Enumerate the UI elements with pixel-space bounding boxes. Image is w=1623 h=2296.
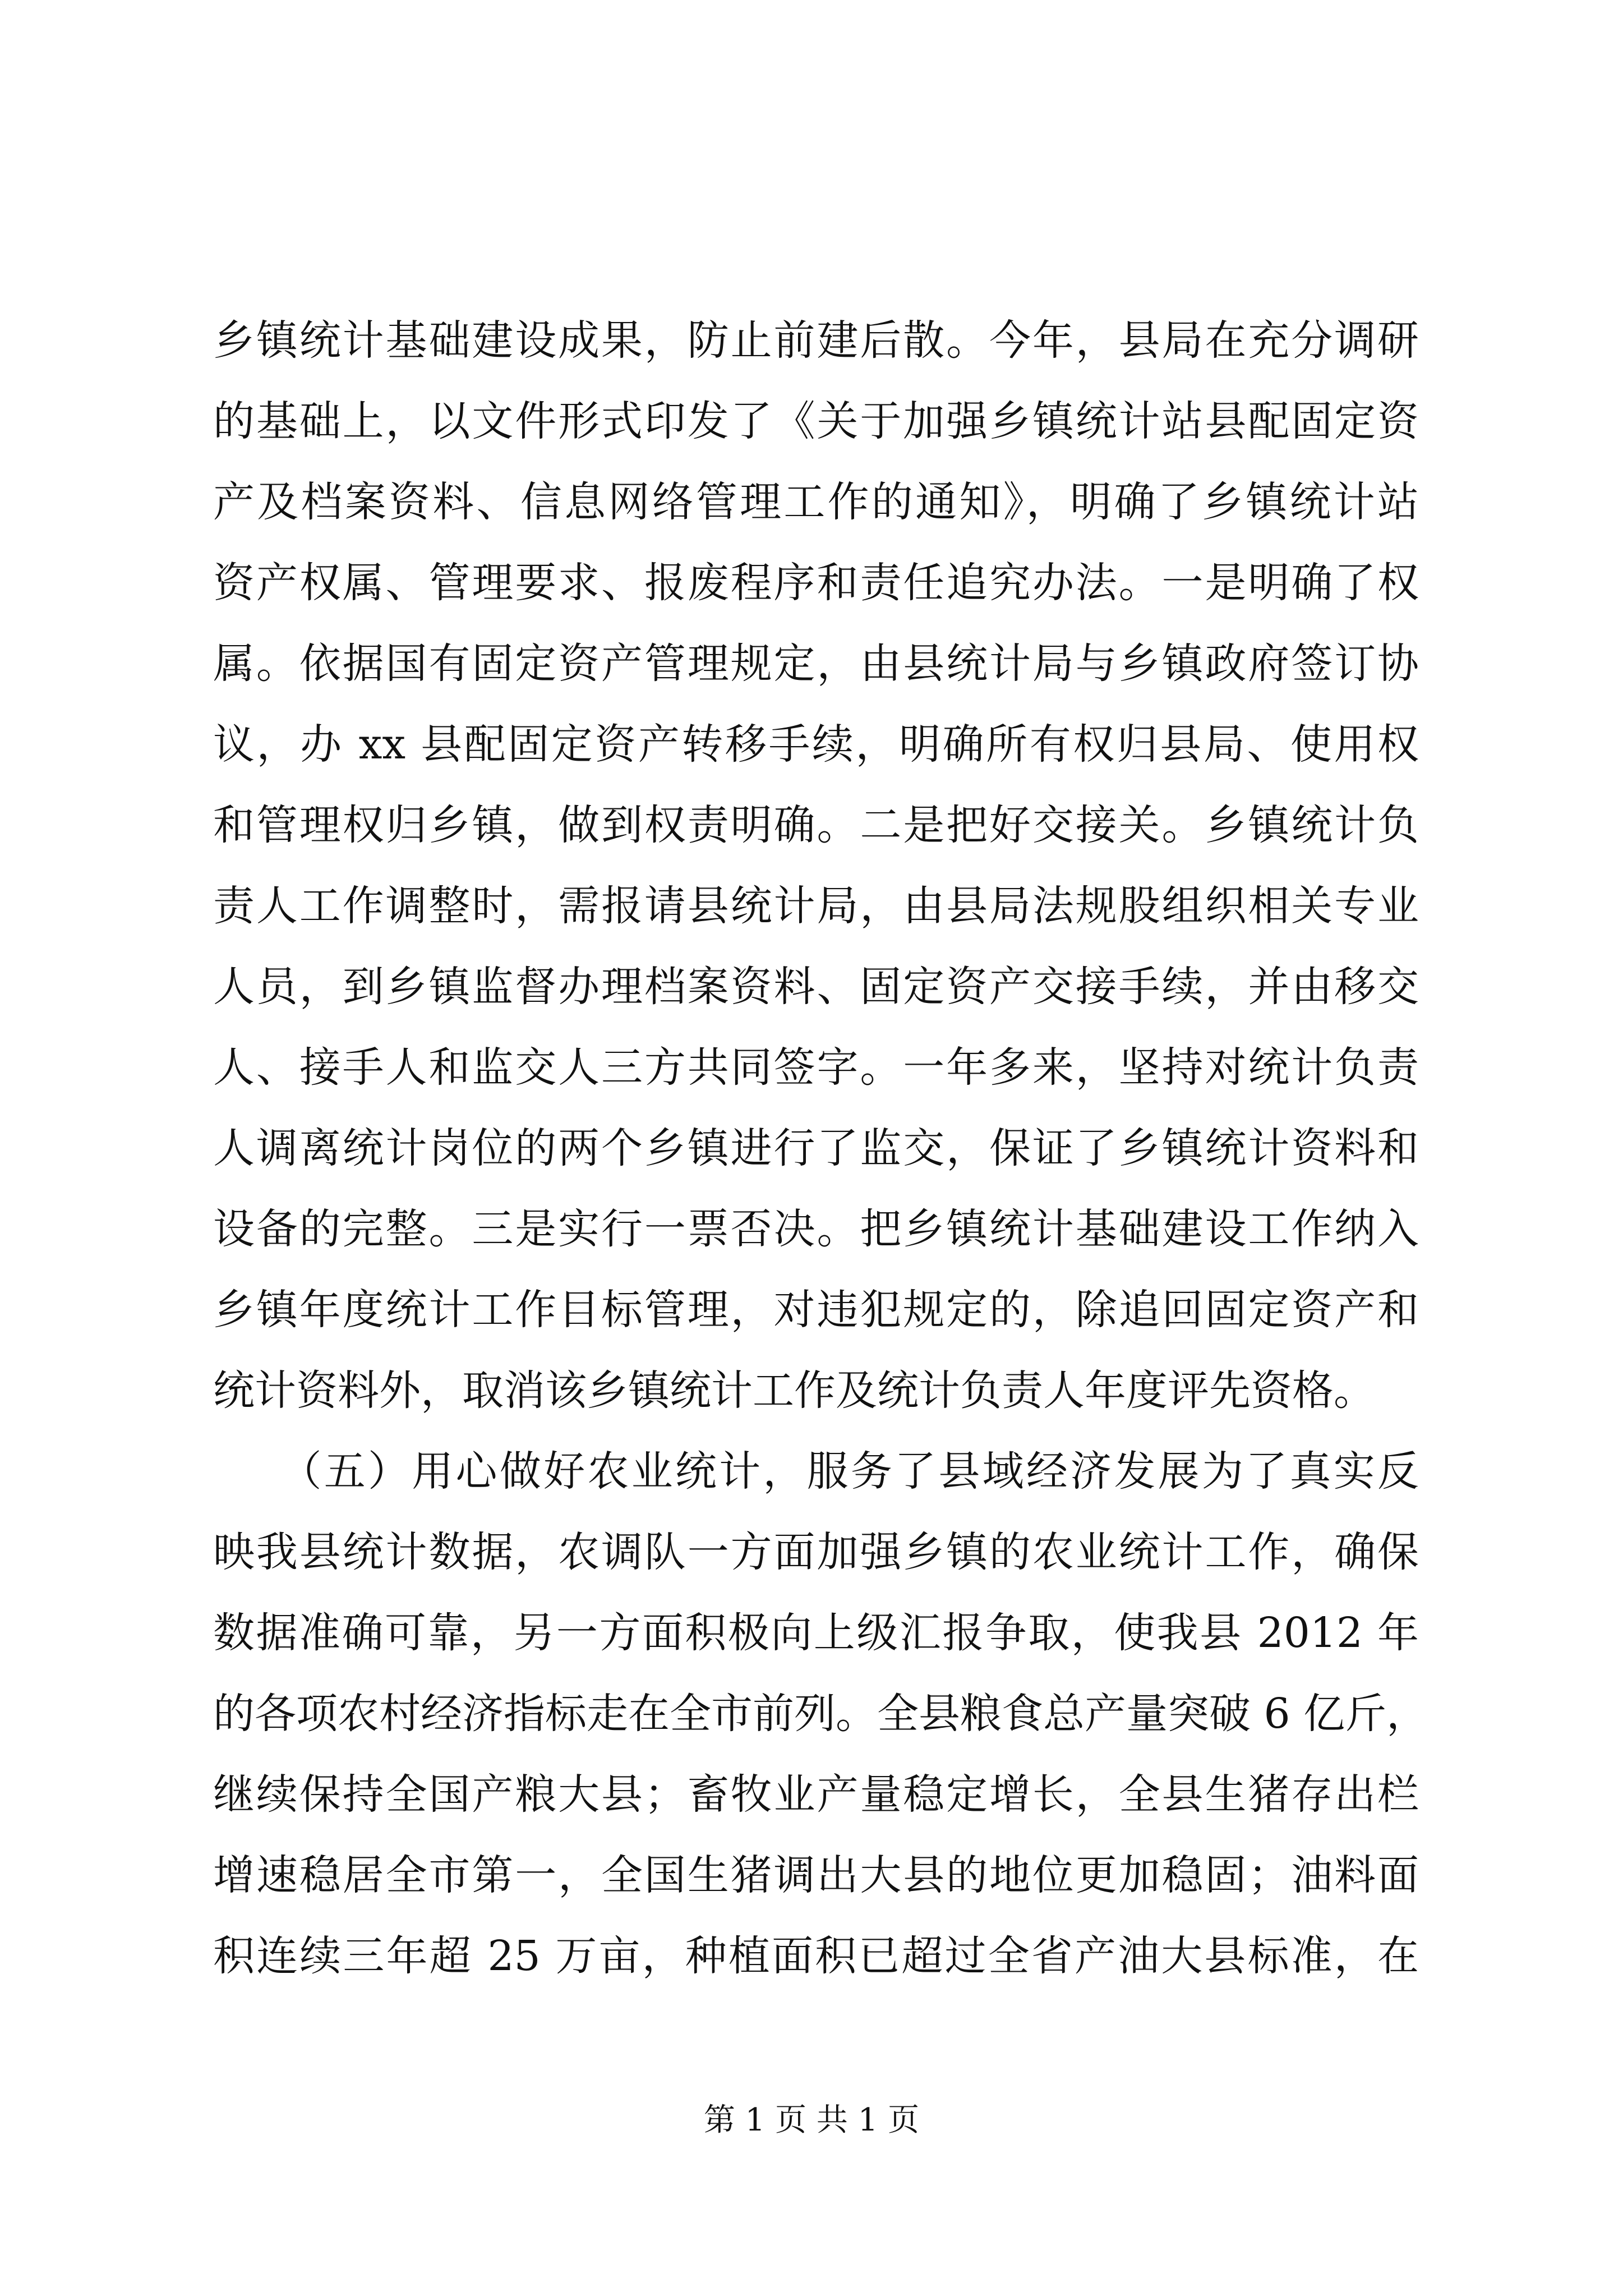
text-line: 属。依据国有固定资产管理规定，由县统计局与乡镇政府签订协 bbox=[213, 639, 1419, 688]
page-footer: 第 1 页 共 1 页 bbox=[703, 2102, 920, 2138]
text-line: 乡镇统计基础建设成果，防止前建后散。今年，县局在充分调研 bbox=[213, 316, 1419, 365]
text-line: 乡镇年度统计工作目标管理，对违犯规定的，除追回固定资产和 bbox=[213, 1286, 1419, 1334]
text-line: 责人工作调整时，需报请县统计局，由县局法规股组织相关专业 bbox=[213, 882, 1419, 930]
text-line: 资产权属、管理要求、报废程序和责任追究办法。一是明确了权 bbox=[213, 559, 1419, 607]
text-line: （五）用心做好农业统计，服务了县域经济发展为了真实反 bbox=[213, 1447, 1419, 1496]
text-line: 产及档案资料、信息网络管理工作的通知》，明确了乡镇统计站 bbox=[213, 478, 1419, 526]
text-line: 数据准确可靠，另一方面积极向上级汇报争取，使我县 2012 年 bbox=[213, 1609, 1419, 1657]
body-text bbox=[213, 300, 1428, 1996]
text-line: 人员，到乡镇监督办理档案资料、固定资产交接手续，并由移交 bbox=[213, 963, 1419, 1011]
text-line: 和管理权归乡镇，做到权责明确。二是把好交接关。乡镇统计负 bbox=[213, 801, 1419, 849]
text-line: 议，办 xx 县配固定资产转移手续，明确所有权归县局、使用权 bbox=[213, 720, 1419, 769]
text-line: 的基础上，以文件形式印发了《关于加强乡镇统计站县配固定资 bbox=[213, 397, 1419, 445]
text-line: 人、接手人和监交人三方共同签字。一年多来，坚持对统计负责 bbox=[213, 1043, 1419, 1092]
text-line: 增速稳居全市第一，全国生猪调出大县的地位更加稳固；油料面 bbox=[213, 1851, 1419, 1899]
text-line: 设备的完整。三是实行一票否决。把乡镇统计基础建设工作纳入 bbox=[213, 1205, 1419, 1253]
text-line: 人调离统计岗位的两个乡镇进行了监交，保证了乡镇统计资料和 bbox=[213, 1124, 1419, 1172]
text-line: 继续保持全国产粮大县；畜牧业产量稳定增长，全县生猪存出栏 bbox=[213, 1770, 1419, 1819]
text-line: 积连续三年超 25 万亩，种植面积已超过全省产油大县标准，在 bbox=[213, 1932, 1419, 1980]
text-line: 映我县统计数据，农调队一方面加强乡镇的农业统计工作，确保 bbox=[213, 1528, 1419, 1576]
text-line: 的各项农村经济指标走在全市前列。全县粮食总产量突破 6 亿斤， bbox=[213, 1690, 1428, 1738]
text-line: 统计资料外，取消该乡镇统计工作及统计负责人年度评先资格。 bbox=[213, 1366, 1375, 1415]
